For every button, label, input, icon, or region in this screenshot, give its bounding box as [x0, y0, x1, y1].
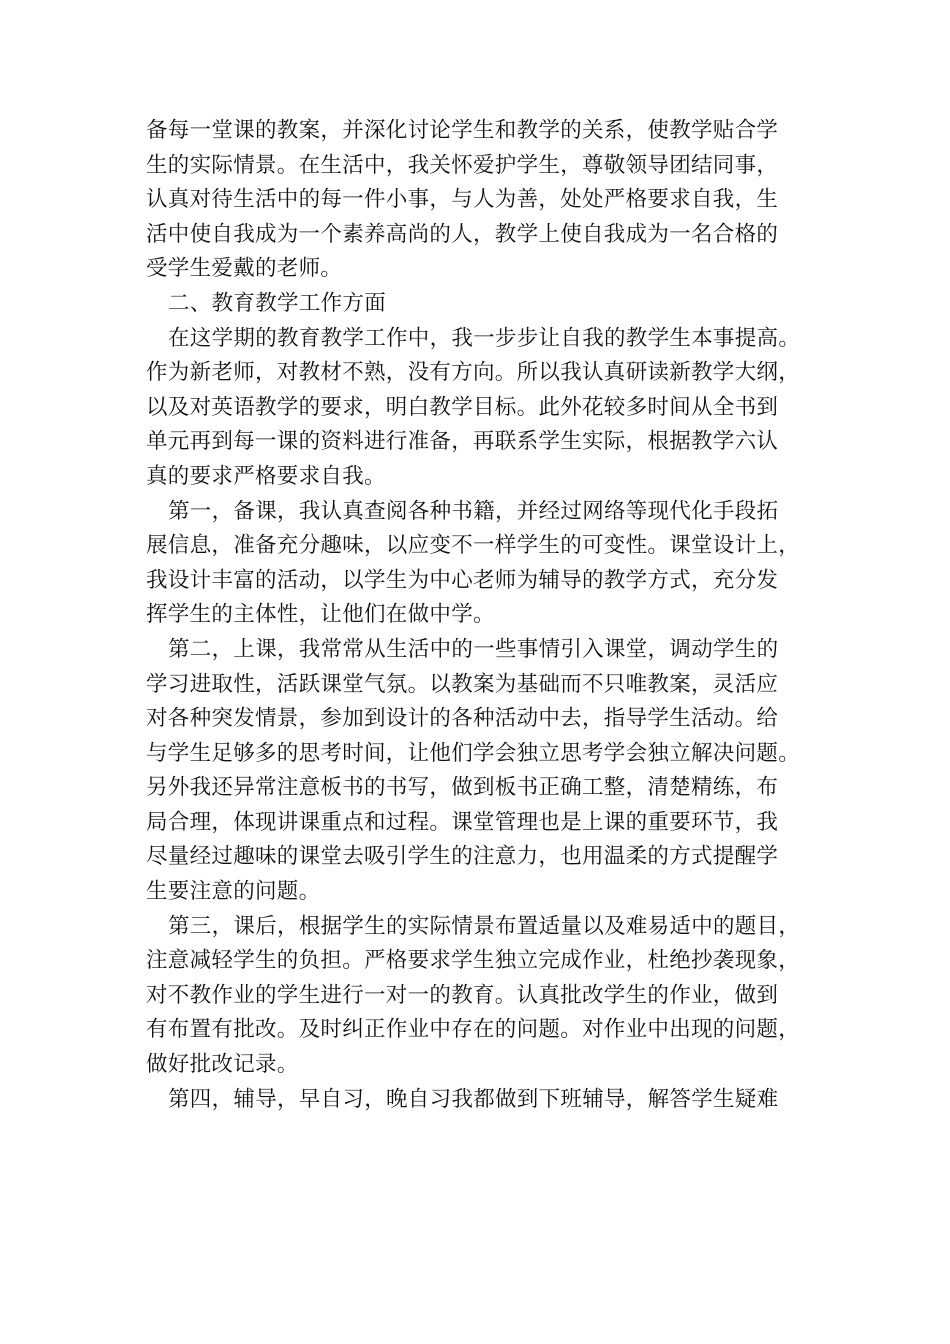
- text-line: 做好批改记录。: [146, 1052, 299, 1078]
- text-line: 认真对待生活中的每一件小事，与人为善，处处严格要求自我，生: [146, 187, 779, 213]
- text-line: 二、教育教学工作方面: [168, 290, 387, 316]
- text-line: 以及对英语教学的要求，明白教学目标。此外花较多时间从全书到: [146, 394, 779, 420]
- text-line: 局合理，体现讲课重点和过程。课堂管理也是上课的重要环节，我: [146, 809, 779, 835]
- text-line: 第三，课后，根据学生的实际情景布置适量以及难易适中的题目，: [168, 913, 801, 939]
- text-line: 第二，上课，我常常从生活中的一些事情引入课堂，调动学生的: [168, 636, 779, 662]
- text-line: 第一，备课，我认真查阅各种书籍，并经过网络等现代化手段拓: [168, 498, 779, 524]
- text-line: 真的要求严格要求自我。: [146, 463, 386, 489]
- text-line: 有布置有批改。及时纠正作业中存在的问题。对作业中出现的问题，: [146, 1017, 801, 1043]
- text-line: 学习进取性，活跃课堂气氛。以教案为基础而不只唯教案，灵活应: [146, 671, 779, 697]
- text-line: 第四，辅导，早自习，晚自习我都做到下班辅导，解答学生疑难: [168, 1086, 779, 1112]
- text-line: 在这学期的教育教学工作中，我一步步让自我的教学生本事提高。: [168, 325, 801, 351]
- text-line: 单元再到每一课的资料进行准备，再联系学生实际，根据教学六认: [146, 429, 779, 455]
- text-line: 生的实际情景。在生活中，我关怀爱护学生，尊敬领导团结同事，: [146, 152, 779, 178]
- document-body: [146, 114, 811, 1117]
- text-line: 与学生足够多的思考时间，让他们学会独立思考学会独立解决问题。: [146, 740, 801, 766]
- text-line: 注意减轻学生的负担。严格要求学生独立完成作业，杜绝抄袭现象，: [146, 948, 801, 974]
- text-line: 尽量经过趣味的课堂去吸引学生的注意力，也用温柔的方式提醒学: [146, 844, 779, 870]
- text-line: 挥学生的主体性，让他们在做中学。: [146, 602, 495, 628]
- text-line: 作为新老师，对教材不熟，没有方向。所以我认真研读新教学大纲，: [146, 360, 801, 386]
- text-line: 另外我还异常注意板书的书写，做到板书正确工整，清楚精练，布: [146, 775, 779, 801]
- text-line: 受学生爱戴的老师。: [146, 256, 343, 282]
- text-line: 对不教作业的学生进行一对一的教育。认真批改学生的作业，做到: [146, 982, 779, 1008]
- text-line: 展信息，准备充分趣味，以应变不一样学生的可变性。课堂设计上，: [146, 533, 801, 559]
- text-line: 活中使自我成为一个素养高尚的人，教学上使自我成为一名合格的: [146, 221, 779, 247]
- text-line: 生要注意的问题。: [146, 879, 321, 905]
- text-line: 我设计丰富的活动，以学生为中心老师为辅导的教学方式，充分发: [146, 567, 779, 593]
- text-line: 对各种突发情景，参加到设计的各种活动中去，指导学生活动。给: [146, 706, 779, 732]
- text-line: 备每一堂课的教案，并深化讨论学生和教学的关系，使教学贴合学: [146, 118, 779, 143]
